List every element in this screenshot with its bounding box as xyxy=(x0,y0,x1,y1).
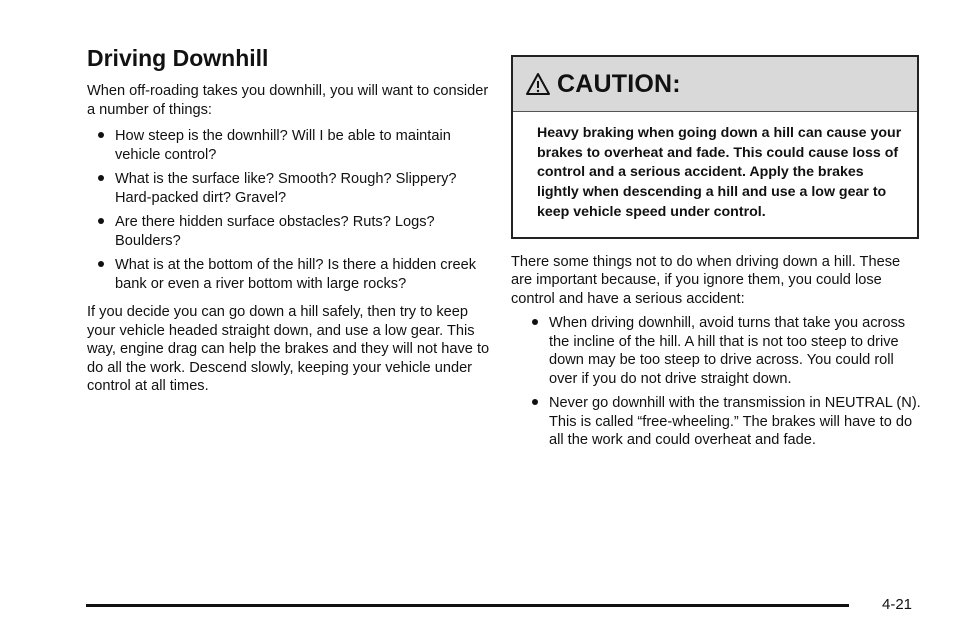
footer-rule xyxy=(86,604,849,607)
section-title: Driving Downhill xyxy=(87,45,269,71)
list-item: What is the surface like? Smooth? Rough? Slippery? Hard-packed dirt? Gravel? xyxy=(87,170,492,207)
right-column xyxy=(511,55,923,460)
caution-header xyxy=(513,57,917,112)
caution-text: Heavy braking when going down a hill can cause your brakes to overheat and fade. This could cause loss of control and a serious accident. Apply the brakes lightly when descending a hill and use a low gear to keep vehicle speed under control. xyxy=(537,125,902,220)
body-paragraph: If you decide you can go down a hill safely, then try to keep your vehicle headed straight down, and use a low gear. This way, engine drag can help the brakes and they will not have to do all the work. Descend slowly, keeping your vehicle under control at all times. xyxy=(87,304,490,394)
list-item: When driving downhill, avoid turns that take you across the incline of the hill. A hill that is not too steep to drive down may be too steep to drive across. You could roll over if you do not drive straight down. xyxy=(511,314,923,388)
intro-paragraph: When off-roading takes you downhill, you will want to consider a number of things: xyxy=(87,83,489,118)
list-item: What is at the bottom of the hill? Is there a hidden creek bank or even a river bottom with large rocks? xyxy=(87,256,492,293)
considerations-list xyxy=(87,127,492,293)
page-number: 4-21 xyxy=(882,596,913,613)
caution-title: CAUTION: xyxy=(557,69,681,98)
list-item: How steep is the downhill? Will I be able to maintain vehicle control? xyxy=(87,127,492,164)
left-column xyxy=(87,44,492,396)
list-item: Never go downhill with the transmission in NEUTRAL (N). This is called “free-wheeling.” The brakes will have to do all the work and could overheat and fade. xyxy=(511,394,923,450)
caution-box xyxy=(511,55,919,239)
warnings-intro: There some things not to do when driving down a hill. These are important because, if you ignore them, you could lose control and have a serious accident: xyxy=(511,253,901,307)
warnings-list xyxy=(511,314,923,450)
list-item: Are there hidden surface obstacles? Ruts? Logs? Boulders? xyxy=(87,213,492,250)
warning-triangle-icon xyxy=(525,72,551,96)
